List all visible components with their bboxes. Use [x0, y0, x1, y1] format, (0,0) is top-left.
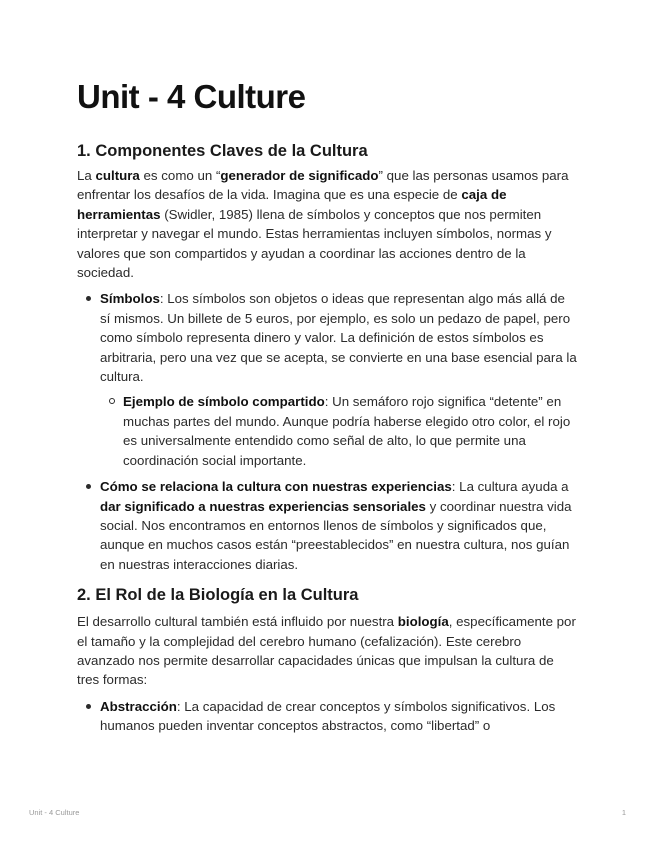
bold-text: cultura — [95, 168, 140, 183]
section-1-body — [77, 166, 577, 736]
section-1-intro — [77, 166, 577, 282]
text-run: La — [77, 168, 96, 183]
bold-text: Ejemplo de símbolo compartido — [123, 394, 325, 410]
bold-text: Cómo se relaciona la cultura con nuestras experiencias — [100, 479, 452, 495]
text-run: : La cultura ayuda a — [451, 479, 569, 495]
bold-text: dar significado a nuestras experiencias sensoriales — [100, 498, 426, 514]
bold-text: biología — [397, 614, 449, 630]
section-2-heading: 2. El Rol de la Biología en la Cultura — [77, 586, 359, 605]
text-run: : Un semáforo rojo significa “detente” en muchas partes del mundo. Aunque podría haberse elegido otro color, el rojo es universalmente entendido como señal de alto, lo que permite una coordinación social importante. — [123, 394, 571, 468]
sub-list-item — [100, 392, 577, 470]
text-run: es como un “ — [139, 168, 221, 183]
bold-text: Símbolos — [100, 291, 160, 307]
list-item — [77, 289, 577, 470]
section-1-bullets — [77, 289, 577, 574]
bold-text: generador de significado — [220, 168, 379, 183]
list-item — [77, 477, 577, 574]
page-title: Unit - 4 Culture — [77, 78, 306, 115]
text-run: y coordinar nuestra vida social. Nos encontramos en entornos llenos de símbolos y significados que, aunque en muchos casos están “preestablecidos” en nuestra cultura, nos guían en nuestras interacciones diarias. — [100, 498, 572, 572]
sub-list — [100, 392, 577, 470]
text-run: : Los símbolos son objetos o ideas que representan algo más allá de sí mismos. Un billete de 5 euros, por ejemplo, es solo un pedazo de papel, pero como símbolo representa dinero y valor. La definición de estos símbolos es arbitraria, pero una vez que se acepta, se convierte en una base esencial para la cultura. — [100, 291, 577, 385]
section-2-intro — [77, 612, 577, 690]
text-run: El desarrollo cultural también está influido por nuestra — [77, 614, 398, 630]
text-run: (Swidler, 1985) llena de símbolos y conceptos que nos permiten interpretar y navegar el mundo. Estas herramientas incluyen símbolos, normas y valores que son compartidos y ayudan a coordinar las acciones dentro de la sociedad. — [77, 206, 552, 281]
footer-doc-title: Unit - 4 Culture — [29, 808, 80, 817]
section-2-bullets — [77, 697, 577, 736]
list-item — [77, 697, 577, 736]
bold-text: Abstracción — [100, 698, 177, 714]
text-run: , específicamente por el tamaño y la complejidad del cerebro humano (cefalización). Este cerebro avanzado nos permite desarrollar capacidades únicas que impulsan la cultura de tres formas: — [77, 614, 576, 688]
text-run: ” que las personas usamos para enfrentar los desafíos de la vida. Imagina que es una especie de — [77, 168, 569, 203]
footer-page-number: 1 — [621, 808, 626, 817]
text-run: : La capacidad de crear conceptos y símbolos significativos. Los humanos pueden inventar conceptos abstractos, como “libertad” o — [100, 698, 556, 734]
section-1-heading: 1. Componentes Claves de la Cultura — [77, 142, 368, 160]
bold-text: caja de herramientas — [77, 187, 507, 222]
document-page — [77, 78, 577, 734]
